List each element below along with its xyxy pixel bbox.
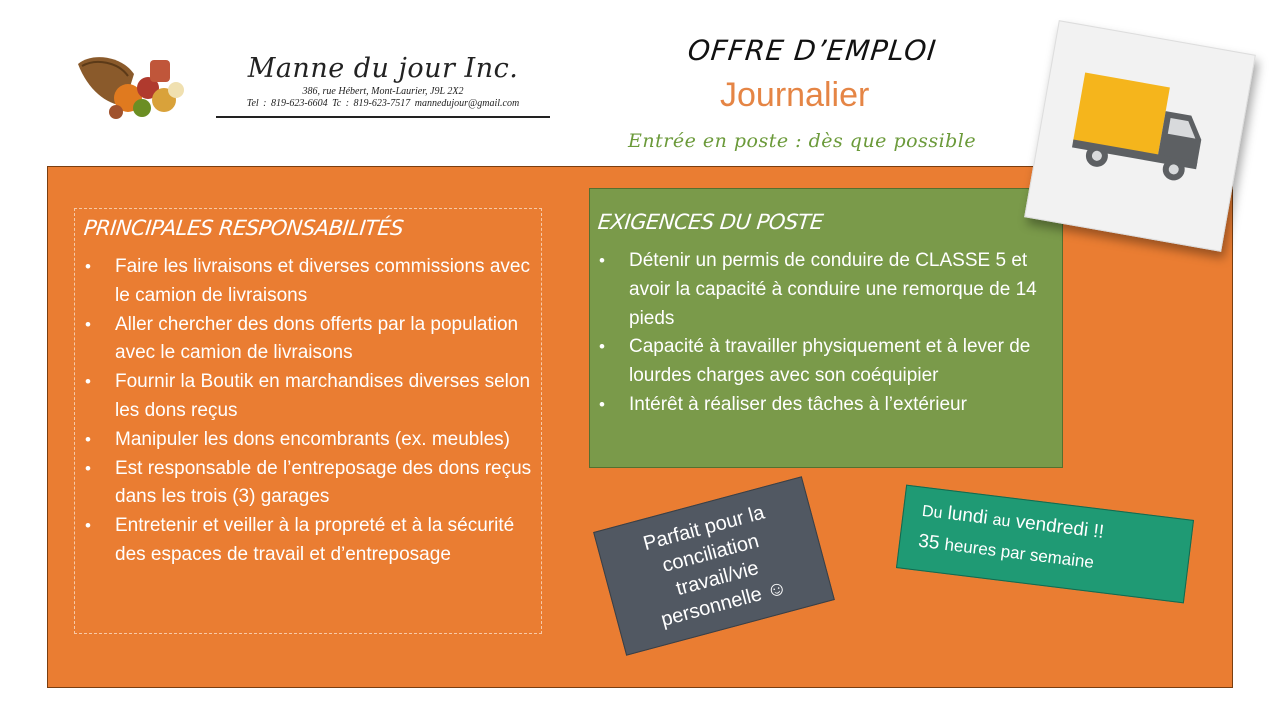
position-title: Journalier (720, 76, 870, 114)
company-contact: Tel : 819-623-6604 Tc : 819-623-7517 mannedujour@gmail.com (246, 98, 520, 109)
list-item: • Détenir un permis de conduire de CLASSE 5 et avoir la capacité à conduire une remorque de 14 pieds (596, 247, 1056, 333)
list-item: • Fournir la Boutik en marchandises diverses selon les dons reçus (82, 368, 534, 426)
list-item: • Intérêt à réaliser des tâches à l’extérieur (596, 391, 1056, 420)
company-name: Manne du jour Inc. (247, 53, 519, 84)
schedule-hours-number: 35 (917, 530, 941, 555)
offer-title: OFFRE D’EMPLOI (686, 34, 939, 67)
work-life-balance-text: Parfait pour la conciliation travail/vie personnelle ☺ (640, 501, 790, 632)
company-underline (216, 116, 550, 118)
truck-card (1024, 20, 1256, 252)
list-item: • Capacité à travailler physiquement et à lever de lourdes charges avec son coéquipier (596, 333, 1056, 391)
responsibilities-list (82, 253, 534, 570)
start-date: Entrée en poste : dès que possible (628, 130, 977, 152)
list-item: • Est responsable de l’entreposage des dons reçus dans les trois (3) garages (82, 455, 534, 513)
requirements-title: EXIGENCES DU POSTE (596, 210, 825, 234)
schedule-vendredi: vendredi !! (1014, 511, 1106, 544)
list-item: • Aller chercher des dons offerts par la population avec le camion de livraisons (82, 311, 534, 369)
list-item: • Faire les livraisons et diverses commissions avec le camion de livraisons (82, 253, 534, 311)
company-block (216, 52, 550, 110)
requirements-list (596, 247, 1056, 420)
list-item: • Entretenir et veiller à la propreté et à la sécurité des espaces de travail et d’entreposage (82, 512, 534, 570)
list-item: • Manipuler les dons encombrants (ex. meubles) (82, 426, 534, 455)
company-address: 386, rue Hébert, Mont-Laurier, J9L 2X2 (302, 86, 464, 97)
responsibilities-title: PRINCIPALES RESPONSABILITÉS (82, 216, 405, 240)
schedule-hours-text: heures par semaine (943, 534, 1095, 573)
schedule-au: au (991, 511, 1012, 531)
schedule-du: Du (921, 502, 944, 523)
cornucopia-logo-icon (72, 46, 192, 122)
schedule-lundi: lundi (946, 502, 989, 529)
delivery-truck-icon (1061, 66, 1218, 199)
